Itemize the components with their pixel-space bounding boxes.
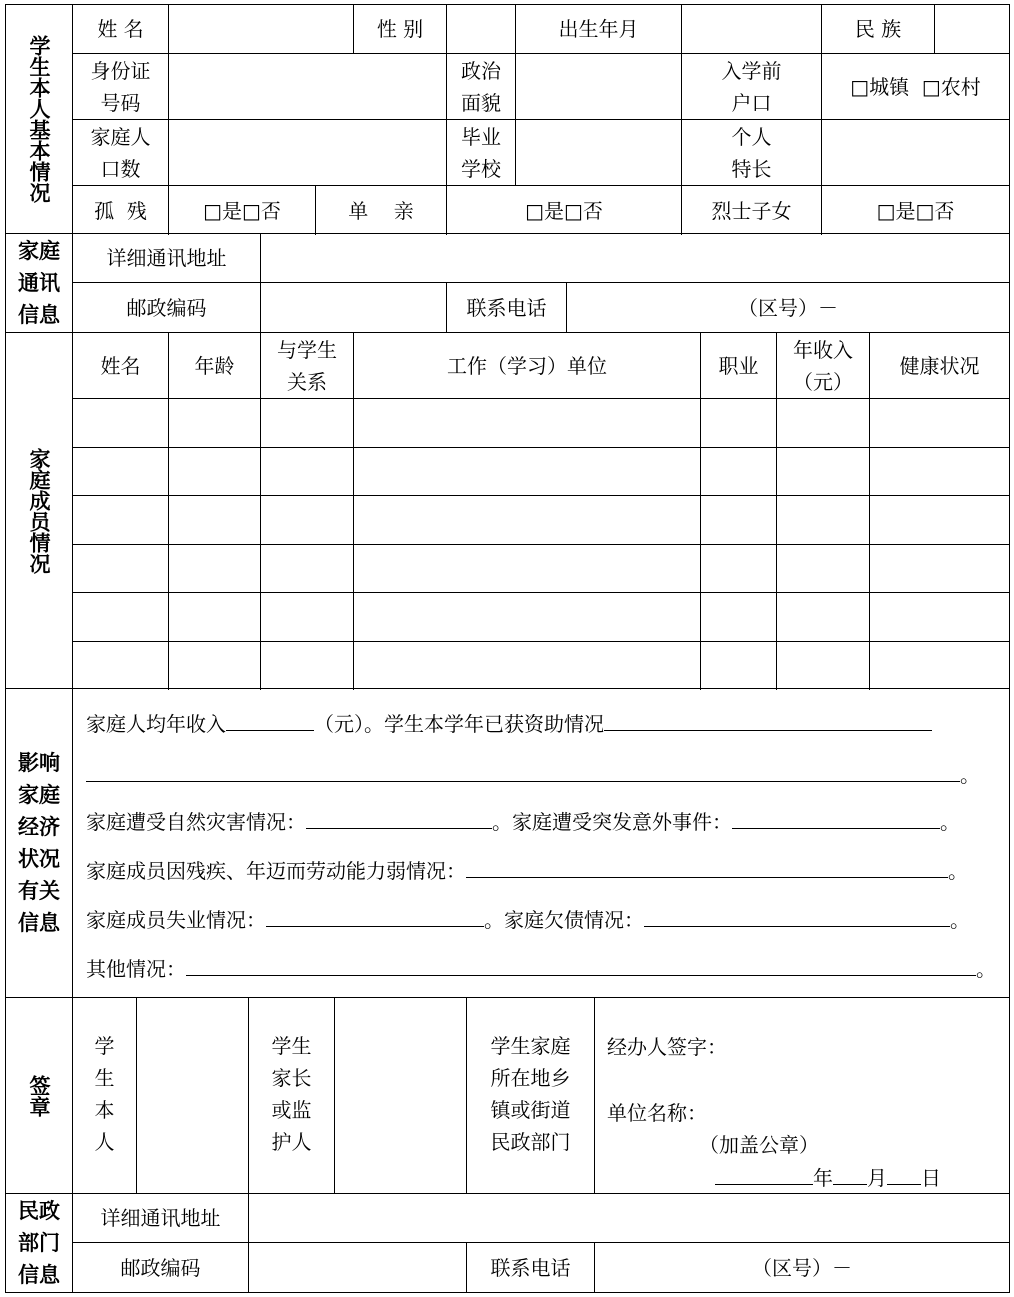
- member-age-header: 年龄: [168, 333, 260, 398]
- member-health-header: 健康状况: [869, 333, 1009, 398]
- member-age-cell[interactable]: [168, 642, 260, 691]
- member-income-cell[interactable]: [776, 399, 869, 447]
- civil-section-label: [6, 1194, 73, 1292]
- members-header-row: [73, 333, 1009, 399]
- other-text: 其他情况：: [86, 957, 186, 981]
- other-blank[interactable]: [186, 953, 976, 976]
- seal-office-line: 学生家庭: [490, 1034, 571, 1058]
- member-name-cell[interactable]: [73, 448, 168, 496]
- contact-label-2: 通讯: [18, 270, 60, 295]
- family-size-label: [73, 120, 168, 185]
- month-blank[interactable]: [833, 1162, 867, 1185]
- postcode-field[interactable]: [260, 283, 446, 332]
- member-relation-cell[interactable]: [260, 593, 353, 641]
- economy-section-text: [17, 747, 61, 939]
- id-label-2: 号码: [100, 90, 141, 115]
- address-field[interactable]: [260, 234, 1009, 282]
- name-label: 姓 名: [97, 17, 144, 41]
- member-job-cell[interactable]: [700, 545, 776, 593]
- member-work-cell[interactable]: [353, 642, 700, 691]
- contact-section: [5, 233, 1010, 333]
- seal-student-line: 本: [94, 1098, 115, 1122]
- economy-label-3: 经济: [18, 814, 60, 839]
- member-row: [73, 593, 1009, 642]
- accident-blank[interactable]: [732, 806, 940, 829]
- member-row: [73, 399, 1009, 448]
- economy-label-6: 信息: [18, 910, 60, 935]
- economy-label-2: 家庭: [18, 782, 60, 807]
- official-stamp-note: （加盖公章）: [699, 1133, 819, 1157]
- member-relation-cell[interactable]: [260, 545, 353, 593]
- family-size-field[interactable]: [168, 120, 446, 185]
- date-line: [715, 1162, 941, 1193]
- postcode-label: 邮政编码: [126, 295, 207, 320]
- income-header-2: （元）: [793, 369, 853, 394]
- hukou-options[interactable]: □城镇 □农村: [821, 54, 1009, 119]
- family-size-label-2: 口数: [100, 156, 141, 181]
- disability-text: 家庭成员因残疾、年迈而劳动能力弱情况：: [86, 859, 466, 883]
- member-income-cell[interactable]: [776, 448, 869, 496]
- unemployment-blank[interactable]: [266, 904, 484, 927]
- income-text: 家庭人均年收入: [86, 712, 226, 736]
- seal-parent-line: 护人: [271, 1130, 312, 1154]
- student-row-2: [73, 54, 1009, 120]
- student-sign-field[interactable]: [136, 998, 248, 1193]
- civil-address-field[interactable]: [248, 1194, 1009, 1242]
- civil-address-label: 详细通讯地址: [100, 1206, 221, 1230]
- parent-sign-field[interactable]: [334, 998, 466, 1193]
- gender-field[interactable]: [446, 5, 515, 53]
- aid-application-form: [5, 4, 1010, 1293]
- martyr-label: 烈士子女: [681, 186, 821, 235]
- member-work-cell[interactable]: [353, 399, 700, 447]
- disability-line: [86, 855, 968, 886]
- martyr-options[interactable]: □是□否: [821, 186, 1009, 235]
- member-health-cell[interactable]: [869, 399, 1009, 447]
- accident-text: 。家庭遭受突发意外事件：: [492, 810, 732, 834]
- aid-blank[interactable]: [604, 708, 932, 731]
- seal-student-line: 学: [94, 1034, 115, 1058]
- phone-label: 联系电话: [446, 283, 566, 332]
- member-job-header: 职业: [700, 333, 776, 398]
- member-income-header: [776, 333, 869, 398]
- office-sign-field[interactable]: [594, 998, 1009, 1193]
- economy-section-label: [6, 689, 73, 997]
- civil-row-1: [73, 1194, 1009, 1243]
- members-section: [5, 332, 1010, 689]
- member-relation-cell[interactable]: [260, 448, 353, 496]
- seal-office-line: 镇或街道: [490, 1098, 571, 1122]
- family-size-label-1: 家庭人: [90, 124, 151, 149]
- seal-parent-line: 家长: [271, 1066, 312, 1090]
- debt-end: 。: [950, 908, 970, 932]
- student-section-label: [6, 5, 73, 233]
- member-age-cell[interactable]: [168, 496, 260, 544]
- contact-row-2: [73, 283, 1009, 332]
- orphan-label: 孤 残: [94, 198, 147, 223]
- ethnicity-label: 民 族: [821, 5, 934, 53]
- aid-blank-2[interactable]: [86, 759, 960, 782]
- school-field[interactable]: [515, 120, 681, 185]
- economy-label-1: 影响: [18, 750, 60, 775]
- handler-signature: 经办人签字：: [607, 1035, 727, 1059]
- orphan-options[interactable]: □是□否: [168, 186, 315, 235]
- birth-field[interactable]: [681, 5, 821, 53]
- income-header-1: 年收入: [793, 337, 853, 362]
- student-sign-text: [95, 1030, 115, 1158]
- parent-sign-text: [272, 1030, 312, 1158]
- member-job-cell[interactable]: [700, 399, 776, 447]
- member-relation-cell[interactable]: [260, 399, 353, 447]
- contact-label-3: 信息: [18, 302, 60, 327]
- member-income-cell[interactable]: [776, 545, 869, 593]
- phone-field[interactable]: （区号）－: [566, 283, 1009, 332]
- member-work-cell[interactable]: [353, 496, 700, 544]
- day-blank[interactable]: [887, 1162, 921, 1185]
- student-info-section: [5, 4, 1010, 234]
- unit-name: 单位名称：: [607, 1101, 707, 1125]
- other-end: 。: [976, 957, 996, 981]
- other-line: [86, 953, 996, 984]
- unemployment-line: [86, 904, 970, 935]
- seal-section-text: 签章: [27, 1074, 52, 1117]
- member-income-cell[interactable]: [776, 496, 869, 544]
- contact-section-text: [17, 235, 61, 331]
- hukou-label: [681, 54, 821, 119]
- contact-row-1: [73, 234, 1009, 283]
- talent-label-1: 个人: [731, 124, 772, 149]
- aid-text: （元）。学生本学年已获资助情况: [314, 712, 604, 736]
- seal-section-label: [6, 998, 73, 1193]
- civil-phone-label: 联系电话: [466, 1243, 594, 1292]
- member-age-cell[interactable]: [168, 399, 260, 447]
- member-health-cell[interactable]: [869, 642, 1009, 691]
- id-field[interactable]: [168, 54, 446, 119]
- seal-parent-line: 或监: [271, 1098, 312, 1122]
- hukou-label-2: 户口: [731, 90, 772, 115]
- disaster-end: 。: [940, 810, 960, 834]
- disability-end: 。: [948, 859, 968, 883]
- member-work-header: 工作（学习）单位: [353, 333, 700, 398]
- civil-label-2: 部门: [18, 1230, 60, 1255]
- single-parent-options[interactable]: □是□否: [446, 186, 681, 235]
- disability-blank[interactable]: [466, 855, 948, 878]
- member-name-cell[interactable]: [73, 399, 168, 447]
- member-work-cell[interactable]: [353, 593, 700, 641]
- talent-label-2: 特长: [731, 156, 772, 181]
- member-job-cell[interactable]: [700, 448, 776, 496]
- student-row-3: [73, 120, 1009, 186]
- school-label-1: 毕业: [461, 124, 501, 149]
- income-blank[interactable]: [226, 708, 314, 731]
- student-sign-label: [73, 998, 136, 1193]
- member-job-cell[interactable]: [700, 593, 776, 641]
- seal-office-line: 民政部门: [490, 1130, 571, 1154]
- hukou-label-1: 入学前: [721, 58, 782, 83]
- member-income-cell[interactable]: [776, 593, 869, 641]
- office-sign-text: [491, 1030, 571, 1158]
- talent-label: [681, 120, 821, 185]
- year-label: 年: [813, 1166, 833, 1190]
- member-age-cell[interactable]: [168, 545, 260, 593]
- disaster-line: [86, 806, 960, 837]
- member-job-cell[interactable]: [700, 642, 776, 691]
- civil-section: [5, 1193, 1010, 1293]
- member-job-cell[interactable]: [700, 496, 776, 544]
- politics-label: [446, 54, 515, 119]
- day-label: 日: [921, 1166, 941, 1190]
- economy-label-5: 有关: [18, 878, 60, 903]
- civil-phone-field[interactable]: （区号）－: [594, 1243, 1009, 1292]
- month-label: 月: [867, 1166, 887, 1190]
- civil-label-3: 信息: [18, 1262, 60, 1287]
- disaster-blank[interactable]: [306, 806, 492, 829]
- member-health-cell[interactable]: [869, 593, 1009, 641]
- member-relation-cell[interactable]: [260, 496, 353, 544]
- parent-sign-label: [248, 998, 334, 1193]
- student-section-text: 学生本人基本情况: [27, 35, 52, 203]
- seal-student-line: 人: [94, 1130, 115, 1154]
- member-work-cell[interactable]: [353, 545, 700, 593]
- member-name-cell[interactable]: [73, 593, 168, 641]
- id-label-1: 身份证: [90, 58, 151, 83]
- member-age-cell[interactable]: [168, 593, 260, 641]
- single-parent-label: 单 亲: [315, 186, 446, 235]
- name-field[interactable]: [168, 5, 353, 53]
- member-name-cell[interactable]: [73, 642, 168, 691]
- relation-header-2: 关系: [287, 369, 327, 394]
- member-relation-cell[interactable]: [260, 642, 353, 691]
- school-label: [446, 120, 515, 185]
- seal-parent-line: 学生: [271, 1034, 312, 1058]
- contact-label-1: 家庭: [18, 238, 60, 263]
- income-line: [86, 708, 932, 739]
- member-health-cell[interactable]: [869, 448, 1009, 496]
- id-label: [73, 54, 168, 119]
- ethnicity-field[interactable]: [934, 5, 1009, 53]
- seal-office-line: 所在地乡: [490, 1066, 571, 1090]
- civil-postcode-label: 邮政编码: [120, 1255, 201, 1280]
- talent-field[interactable]: [821, 120, 1009, 185]
- birth-label: 出生年月: [515, 5, 681, 53]
- school-label-2: 学校: [461, 156, 501, 181]
- aid-continued-line: [86, 759, 980, 790]
- debt-blank[interactable]: [644, 904, 950, 927]
- office-sign-label: [466, 998, 594, 1193]
- unemployment-text: 家庭成员失业情况：: [86, 908, 266, 932]
- member-name-header: 姓名: [100, 353, 141, 378]
- relation-header-1: 与学生: [277, 337, 337, 362]
- politics-field[interactable]: [515, 54, 681, 119]
- aid-end: 。: [960, 763, 980, 787]
- politics-label-2: 面貌: [461, 90, 501, 115]
- member-row: [73, 545, 1009, 594]
- student-row-1: [73, 5, 1009, 54]
- politics-label-1: 政治: [461, 58, 501, 83]
- year-blank[interactable]: [715, 1162, 813, 1185]
- seal-section: [5, 997, 1010, 1194]
- member-name-cell[interactable]: [73, 545, 168, 593]
- student-row-4: [73, 186, 1009, 235]
- seal-student-line: 生: [94, 1066, 115, 1090]
- civil-section-text: [17, 1195, 61, 1291]
- address-label: 详细通讯地址: [106, 246, 227, 270]
- civil-postcode-field[interactable]: [248, 1243, 466, 1292]
- member-row: [73, 448, 1009, 497]
- civil-row-2: [73, 1243, 1009, 1292]
- debt-text: 。家庭欠债情况：: [484, 908, 644, 932]
- member-age-cell[interactable]: [168, 448, 260, 496]
- economy-label-4: 状况: [18, 846, 60, 871]
- member-health-cell[interactable]: [869, 496, 1009, 544]
- member-name-cell[interactable]: [73, 496, 168, 544]
- member-relation-header: [260, 333, 353, 398]
- disaster-text: 家庭遭受自然灾害情况：: [86, 810, 306, 834]
- seal-row: [73, 998, 1009, 1193]
- civil-label-1: 民政: [18, 1198, 60, 1223]
- contact-section-label: [6, 234, 73, 332]
- economy-section: [5, 688, 1010, 998]
- member-row: [73, 496, 1009, 545]
- members-section-text: 家庭成员情况: [27, 447, 52, 574]
- member-health-cell[interactable]: [869, 545, 1009, 593]
- member-row: [73, 642, 1009, 691]
- members-section-label: [6, 333, 73, 688]
- member-work-cell[interactable]: [353, 448, 700, 496]
- gender-label: 性 别: [353, 5, 446, 53]
- member-income-cell[interactable]: [776, 642, 869, 691]
